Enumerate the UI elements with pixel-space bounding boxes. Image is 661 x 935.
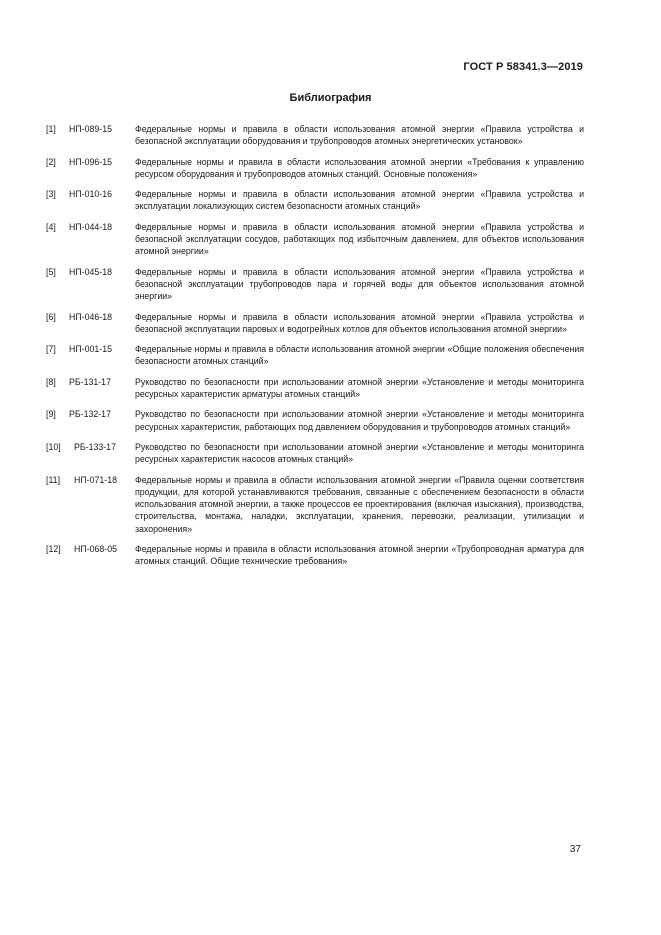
entry-number: [11] <box>46 474 61 485</box>
entry-number: [4] <box>46 221 56 232</box>
entry-code: РБ-132-17 <box>69 409 111 420</box>
entry-number: [7] <box>46 344 56 355</box>
entry-code: НП-046-18 <box>69 311 112 322</box>
bibliography-entry <box>46 343 584 368</box>
entry-text: Руководство по безопасности при использовании атомной энергии «Установление и методы мониторинга ресурсных характеристик, работающих под давлением оборудования и трубопроводов атомных станций» <box>135 409 584 432</box>
bibliography-entry <box>46 474 584 535</box>
bibliography-entry <box>46 266 584 303</box>
entry-code: НП-071-18 <box>74 474 117 485</box>
bibliography-entry <box>46 408 584 433</box>
entry-number: [5] <box>46 266 56 277</box>
bibliography-entry <box>46 311 584 336</box>
bibliography-list <box>46 123 584 576</box>
entry-number: [2] <box>46 156 56 167</box>
entry-text: Федеральные нормы и правила в области использования атомной энергии «Требования к управлению ресурсом оборудования и трубопроводов атомных станций. Основные положения» <box>135 156 584 179</box>
entry-text: Федеральные нормы и правила в области использования атомной энергии «Правила устройства и безопасной эксплуатации трубопроводов пара и горячей воды для объектов использования атомной энергии» <box>135 266 584 302</box>
bibliography-entry <box>46 156 584 181</box>
entry-text: Федеральные нормы и правила в области использования атомной энергии «Правила устройства и безопасной эксплуатации паровых и водогрейных котлов для объектов использования атомной энергии» <box>135 311 584 334</box>
entry-number: [6] <box>46 311 56 322</box>
entry-number: [10] <box>46 441 61 452</box>
standard-number: ГОСТ Р 58341.3—2019 <box>463 61 583 73</box>
bibliography-entry <box>46 123 584 148</box>
bibliography-entry <box>46 441 584 466</box>
entry-number: [8] <box>46 376 56 387</box>
page-number: 37 <box>569 844 581 855</box>
entry-text: Федеральные нормы и правила в области использования атомной энергии «Правила оценки соответствия продукции, для которой устанавливаются требования, связанные с обеспечением безопасности в области использования атомной энергии, а также процессов ее проектирования (включая изыскания), производства, строительства, монтажа, наладки, эксплуатации, хранения, перевозки, реализации, утилизации и захоронения» <box>135 474 584 534</box>
entry-text: Федеральные нормы и правила в области использования атомной энергии «Правила устройства и безопасной эксплуатации оборудования и трубопроводов атомных энергетических установок» <box>135 124 584 147</box>
entry-text: Руководство по безопасности при использовании атомной энергии «Установление и методы мониторинга ресурсных характеристик арматуры атомных станций» <box>135 376 584 400</box>
entry-number: [3] <box>46 189 56 200</box>
bibliography-entry <box>46 188 584 213</box>
entry-code: НП-010-16 <box>69 189 112 200</box>
bibliography-entry <box>46 543 584 568</box>
entry-text: Руководство по безопасности при использовании атомной энергии «Установление и методы мониторинга ресурсных характеристик насосов атомных станций» <box>135 441 584 465</box>
entry-number: [12] <box>46 544 61 555</box>
entry-text: Федеральные нормы и правила в области использования атомной энергии «Правила устройства и безопасной эксплуатации сосудов, работающих под избыточным давлением, для объектов использования атомной энергии» <box>135 221 584 257</box>
entry-number: [9] <box>46 409 56 420</box>
bibliography-entry <box>46 376 584 401</box>
entry-code: НП-068-05 <box>74 544 117 555</box>
entry-code: НП-096-15 <box>69 156 112 167</box>
entry-text: Федеральные нормы и правила в области использования атомной энергии «Общие положения обеспечения безопасности атомных станций» <box>135 344 584 367</box>
entry-code: РБ-133-17 <box>74 441 116 452</box>
entry-code: НП-089-15 <box>69 124 112 134</box>
page-title: Библиография <box>289 92 372 104</box>
entry-number: [1] <box>46 124 56 134</box>
entry-code: РБ-131-17 <box>69 376 111 387</box>
entry-code: НП-001-15 <box>69 344 112 355</box>
bibliography-entry <box>46 221 584 258</box>
entry-code: НП-045-18 <box>69 266 112 277</box>
entry-text: Федеральные нормы и правила в области использования атомной энергии «Трубопроводная арматура для атомных станций. Общие технические требования» <box>135 544 584 567</box>
entry-code: НП-044-18 <box>69 221 112 232</box>
entry-text: Федеральные нормы и правила в области использования атомной энергии «Правила устройства и эксплуатации локализующих систем безопасности атомных станций» <box>135 189 584 212</box>
